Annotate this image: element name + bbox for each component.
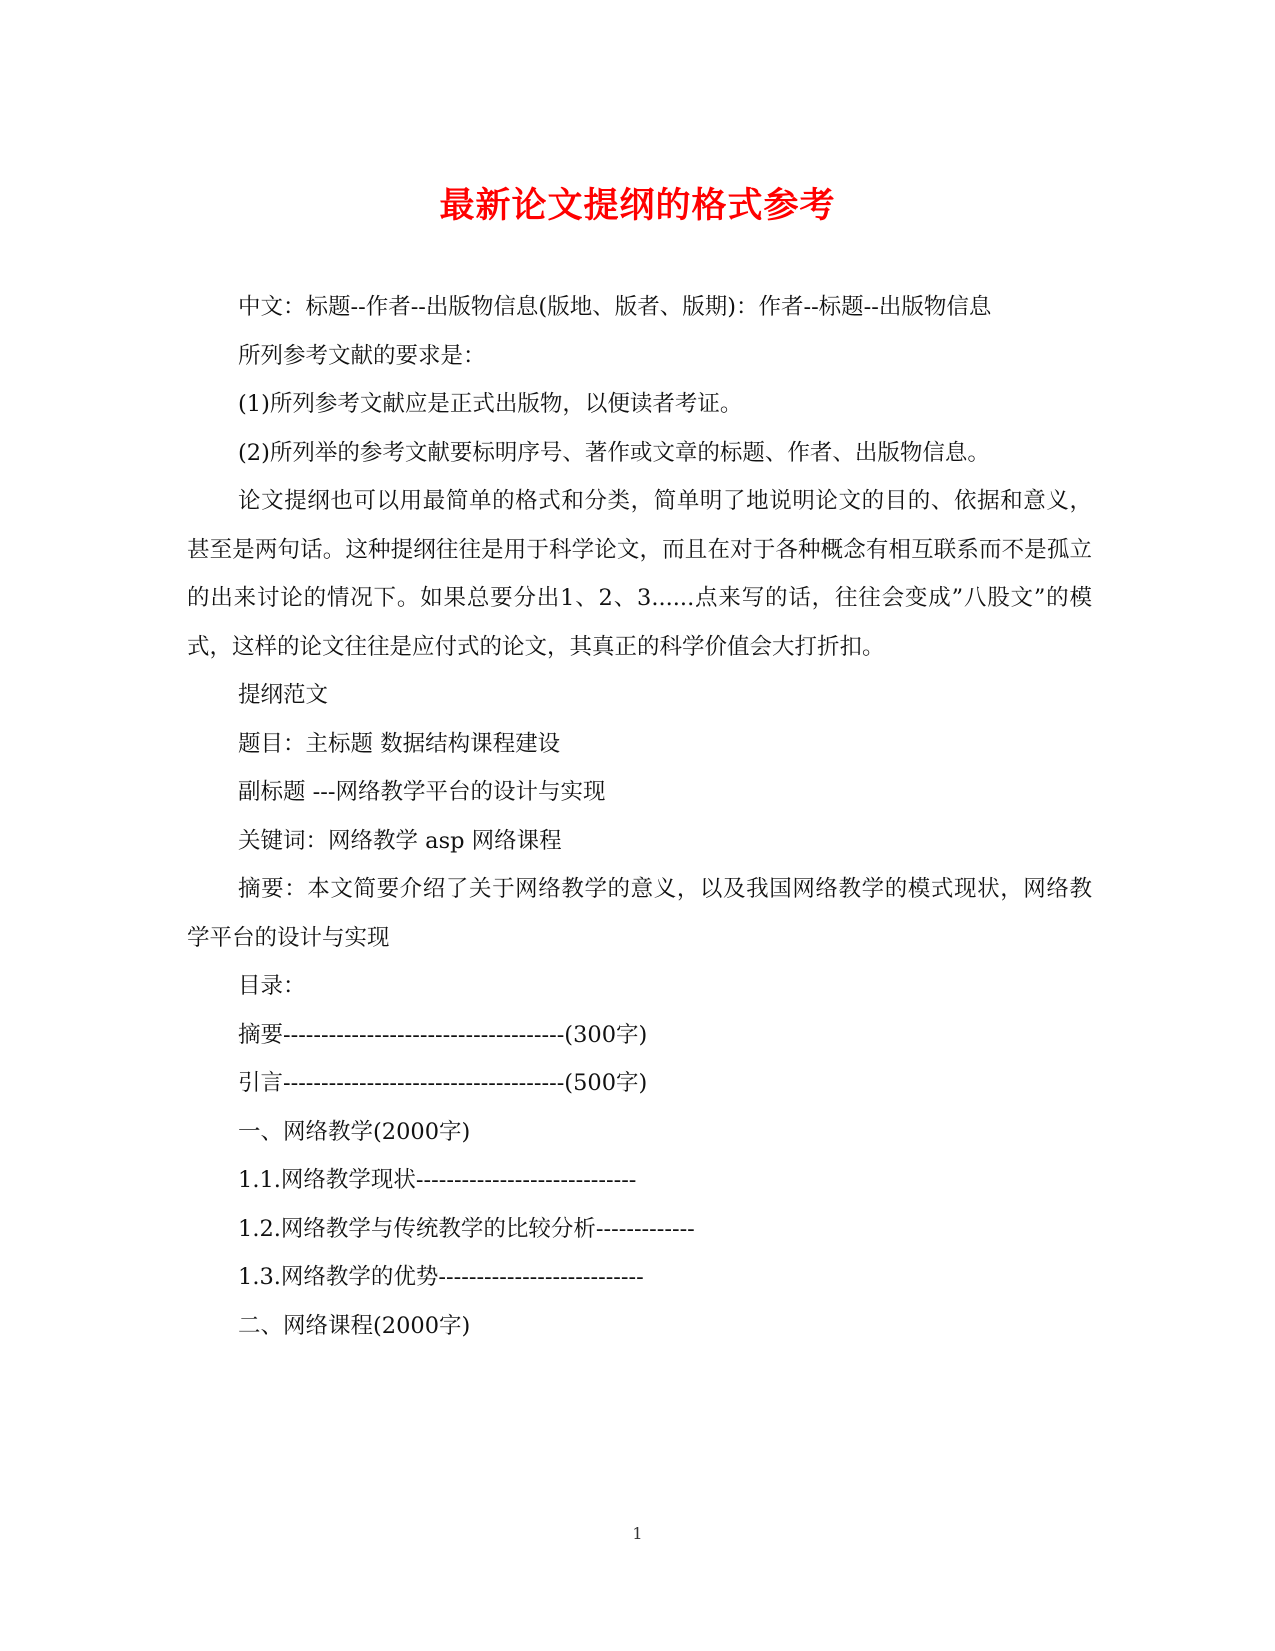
toc-entry-section-1: 一、网络教学(2000字): [238, 1118, 471, 1145]
toc-entry-abstract: 摘要-------------------------------------(300字): [238, 1021, 648, 1048]
paragraph-citation-format: 中文：标题--作者--出版物信息(版地、版者、版期)：作者--标题--出版物信息: [238, 294, 992, 320]
paragraph-outline-sample-heading: 提纲范文: [238, 682, 329, 708]
toc-entry-section-2: 二、网络课程(2000字): [238, 1312, 471, 1339]
paragraph-keywords: 关键词：网络教学 asp 网络课程: [238, 827, 562, 854]
toc-entry-introduction: 引言-------------------------------------(500字): [238, 1070, 648, 1096]
paragraph-main-title: 题目：主标题 数据结构课程建设: [238, 730, 561, 757]
toc-entry-1-3: 1.3.网络教学的优势---------------------------: [238, 1264, 644, 1290]
paragraph-reference-requirements: 所列参考文献的要求是：: [238, 342, 486, 369]
paragraph-requirement-2: (2)所列举的参考文献要标明序号、著作或文章的标题、作者、出版物信息。: [238, 439, 990, 466]
toc-entry-1-1: 1.1.网络教学现状-----------------------------: [238, 1167, 637, 1193]
document-body: [187, 283, 1092, 1350]
paragraph-toc-heading: 目录：: [238, 973, 306, 999]
toc-entry-1-2: 1.2.网络教学与传统教学的比较分析-------------: [238, 1215, 695, 1242]
document-title: 最新论文提纲的格式参考: [439, 185, 836, 226]
paragraph-subtitle: 副标题 ---网络教学平台的设计与实现: [238, 779, 606, 805]
page-number: 1: [632, 1524, 643, 1543]
paragraph-outline-explanation: 论文提纲也可以用最简单的格式和分类，简单明了地说明论文的目的、依据和意义，甚至是两句话。这种提纲往往是用于科学论文，而且在对于各种概念有相互联系而不是孤立的出来讨论的情况下。如果总要分出1、2、3......点来写的话，往往会变成”八股文”的模式，这样的论文往往是应付式的论文，其真正的科学价值会大打折扣。: [187, 488, 1092, 660]
paragraph-abstract: 摘要：本文简要介绍了关于网络教学的意义，以及我国网络教学的模式现状，网络教学平台的设计与实现: [187, 876, 1092, 951]
paragraph-requirement-1: (1)所列参考文献应是正式出版物，以便读者考证。: [238, 391, 743, 417]
